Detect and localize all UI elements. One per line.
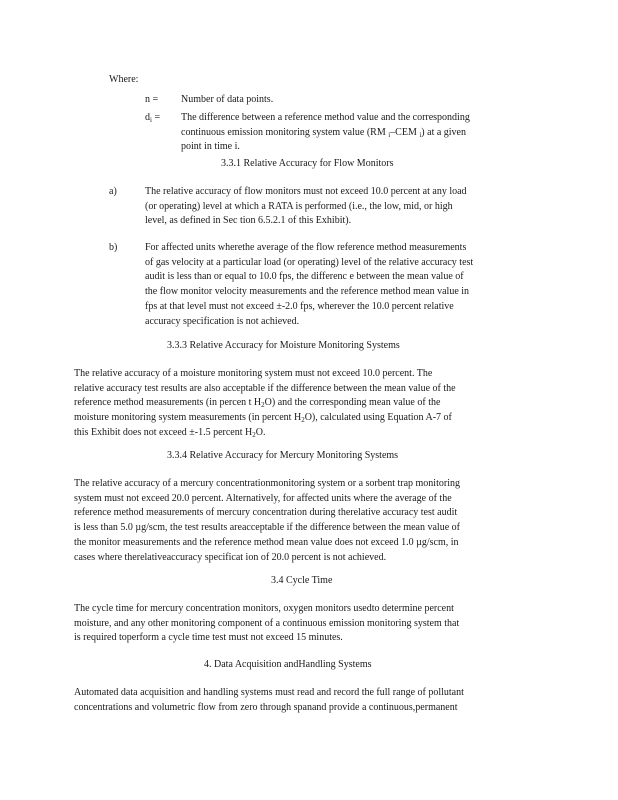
item-b-text [145, 241, 473, 329]
where-label: Where: [109, 74, 139, 85]
section-heading-3-3-1: 3.3.1 Relative Accuracy for Flow Monitors [221, 158, 394, 169]
item-b-line-5: fps at that level must not exceed ±-2.0 fps, wherever the 10.0 percent relative [145, 300, 454, 312]
section-heading-3-3-3: 3.3.3 Relative Accuracy for Moisture Monitoring Systems [167, 340, 400, 351]
definition-d-line-2: continuous emission monitoring system value (RM $_i$–CEM $_i$) at a given [181, 126, 466, 139]
definition-text-d [181, 111, 470, 155]
definition-d-line-1: The difference between a reference method value and the corresponding [181, 112, 470, 123]
section-heading-3-3-4: 3.3.4 Relative Accuracy for Mercury Monitoring Systems [167, 450, 399, 461]
data-acq-line-2: concentrations and volumetric flow from zero through spanand provide a continuous,permanent [74, 701, 458, 713]
definition-d-line-3: point in time i. [181, 141, 240, 153]
mercury-line-2: system must not exceed 20.0 percent. Alternatively, for affected units where the average of the [74, 492, 452, 504]
section-heading-4: 4. Data Acquisition andHandling Systems [204, 659, 372, 670]
definition-term-n: n = [145, 94, 159, 105]
item-a-line-3: level, as defined in Sec tion 6.5.2.1 of this Exhibit). [145, 215, 352, 227]
item-b-line-3: audit is less than or equal to 10.0 fps, the differenc e between the mean value of [145, 271, 464, 283]
data-acquisition-paragraph [74, 686, 464, 715]
mercury-line-3: reference method measurements of mercury concentration during therelative accuracy test audit [74, 507, 458, 519]
cycle-time-paragraph [74, 602, 459, 646]
mercury-line-5: the monitor measurements and the reference method mean value does not exceed 1.0 µg/scm, in [74, 536, 459, 548]
item-b-line-2: of gas velocity at a particular load (or operating) level of the relative accuracy test [145, 256, 474, 268]
moisture-line-4: moisture monitoring system measurements (in percent $H_2O$), calculated using Equation A-7 of [74, 412, 452, 425]
moisture-line-3: reference method measurements (in percen t $H_2O$) and the corresponding mean value of the [74, 397, 441, 410]
item-a-line-2: (or operating) level at which a RATA is performed (i.e., the low, mid, or high [145, 200, 453, 212]
item-b-label: b) [109, 242, 118, 253]
moisture-line-2: relative accuracy test results are also acceptable if the difference between the mean value of the [74, 382, 456, 394]
item-b-line-1: For affected units wherethe average of the flow reference method measurements [145, 242, 467, 253]
mercury-line-4: is less than 5.0 µg/scm, the test results areacceptable if the difference between the mean value of [74, 522, 460, 534]
cycle-line-2: moisture, and any other monitoring component of a continuous emission monitoring system that [74, 617, 460, 629]
mercury-line-1: The relative accuracy of a mercury concentrationmonitoring system or a sorbent trap monitoring [74, 478, 460, 489]
definition-term-d: $d_i$ = [145, 112, 161, 124]
cycle-line-3: is required toperform a cycle time test must not exceed 15 minutes. [74, 632, 343, 644]
moisture-paragraph [74, 367, 456, 441]
item-a-line-1: The relative accuracy of flow monitors must not exceed 10.0 percent at any load [145, 186, 467, 197]
definition-text-n: Number of data points. [181, 94, 274, 105]
section-heading-3-4: 3.4 Cycle Time [271, 575, 333, 586]
moisture-line-5: this Exhibit does not exceed ±-1.5 percent $H_2O$. [74, 426, 266, 439]
item-a-label: a) [109, 186, 117, 197]
moisture-line-1: The relative accuracy of a moisture monitoring system must not exceed 10.0 percent. The [74, 368, 433, 379]
mercury-line-6: cases where therelativeaccuracy specificat ion of 20.0 percent is not achieved. [74, 551, 387, 563]
item-b-line-6: accuracy specification is not achieved. [145, 315, 300, 327]
item-b-line-4: the flow monitor velocity measurements and the reference method mean value in [145, 286, 470, 298]
data-acq-line-1: Automated data acquisition and handling systems must read and record the full range of pollutant [74, 687, 464, 698]
item-a-text [145, 185, 467, 229]
cycle-line-1: The cycle time for mercury concentration monitors, oxygen monitors usedto determine percent [74, 603, 454, 614]
mercury-paragraph [74, 477, 460, 565]
